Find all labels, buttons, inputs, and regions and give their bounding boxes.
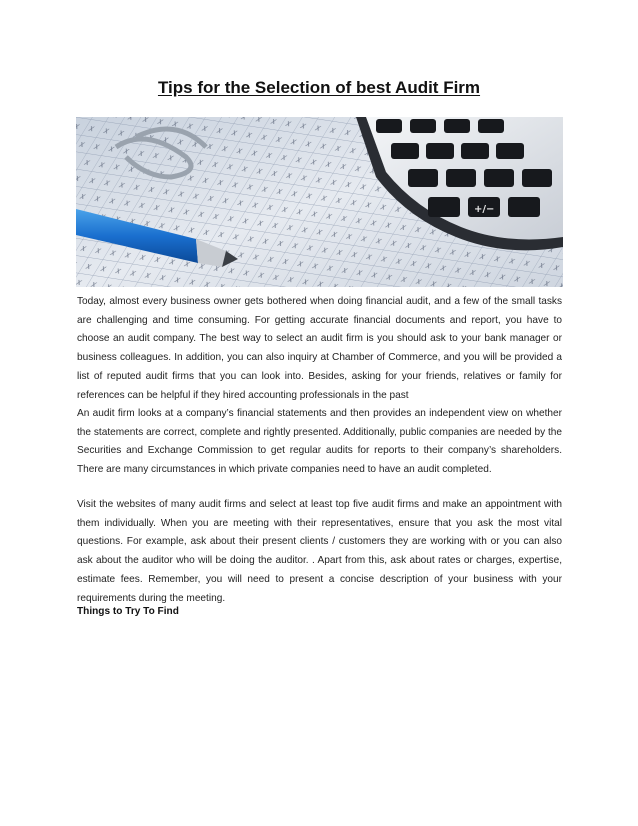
calculator-pen-illustration — [76, 117, 563, 287]
hero-image — [76, 117, 563, 287]
page-title-text: Tips for the Selection of best Audit Firm — [157, 78, 481, 97]
paragraph-2: An audit firm looks at a company’s financial statements and then provides an independent view on whether the statements are correct, complete and rightly presented. Additionally, public companies are needed by the Securities and Exchange Commission to get regular audits for reports to their company’s shareholders. There are many circumstances in which private companies need to have an audit completed. — [77, 408, 562, 476]
paragraph-3: Visit the websites of many audit firms and select at least top five audit firms and make an appointment with them individually. When you are meeting with their representatives, ensure that you ask the most vital questions. For example, ask about their present clients / customers they are working with or you can also ask about the auditor who will be doing the auditor. . Apart from this, ask about rates or charges, expertise, estimate fees. Remember, you will need to present a concise description of your business with your requirements during the meeting. — [77, 499, 562, 604]
section-heading: Things to Try To Find — [77, 606, 179, 617]
calculator-key-label: +/− — [474, 204, 495, 215]
paragraph-1: Today, almost every business owner gets bothered when doing financial audit, and a few of the small tasks are challenging and time consuming. For getting accurate financial documents and report, you have to choose an audit company. The best way to select an audit firm is you should ask to your bank manager or business colleagues. In addition, you can also inquiry at Chamber of Commerce, and you will be provided a list of reputed audit firms that you can look into. Besides, asking for your friends, relatives or family for references can be helpful if they hired accounting professionals in the past — [77, 296, 562, 401]
page-title — [0, 78, 638, 98]
